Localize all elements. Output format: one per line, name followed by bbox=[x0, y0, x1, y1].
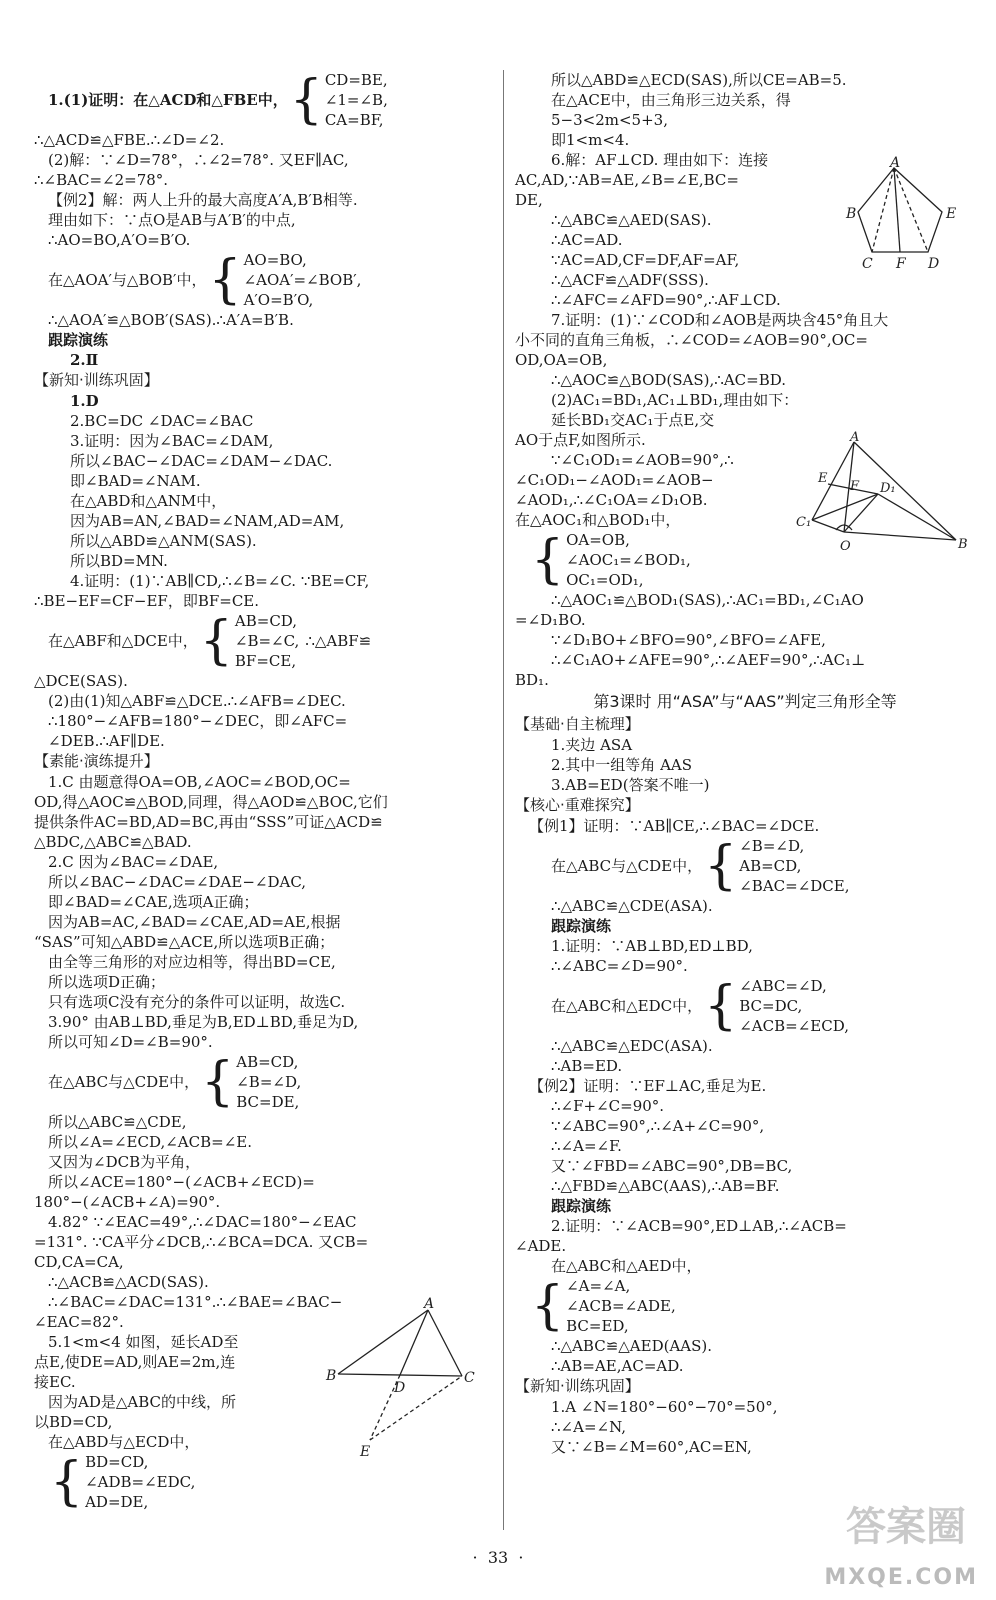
text-line: ∴∠C₁AO+∠AFE=90°,∴∠AEF=90°,∴AC₁⊥ bbox=[551, 651, 866, 669]
system-row: BF=CE, bbox=[234, 652, 297, 670]
text-line: △DCE(SAS). bbox=[34, 672, 128, 690]
text-line: 6.解：AF⊥CD. 理由如下：连接 bbox=[551, 151, 769, 169]
page-number: · 33 · bbox=[472, 1548, 524, 1567]
text-line: 3.证明：因为∠BAC=∠DAM, bbox=[70, 432, 274, 450]
system-row: CD=BE, bbox=[324, 71, 388, 89]
text-line: 2.其中一组等角 AAS bbox=[551, 756, 693, 774]
text-line: OD,OA=OB, bbox=[515, 351, 608, 369]
left-brace: { bbox=[704, 836, 738, 896]
equation-system bbox=[34, 1052, 494, 1112]
text-line: 点E,使DE=AD,则AE=2m,连 bbox=[34, 1353, 236, 1371]
text-line: ∴∠A=∠N, bbox=[551, 1418, 627, 1436]
text-line: 因为AB=AN,∠BAD=∠NAM,AD=AM, bbox=[70, 512, 345, 530]
text-line: ∴∠AFC=∠AFD=90°,∴AF⊥CD. bbox=[551, 291, 781, 309]
text-line: ∠ADE. bbox=[515, 1237, 567, 1255]
text-line: 所以△ABD≌△ANM(SAS). bbox=[70, 532, 257, 550]
svg-text:O: O bbox=[840, 539, 851, 554]
system-row: AB=CD, bbox=[236, 1053, 299, 1071]
system-row: ∠AOC₁=∠BOD₁, bbox=[566, 551, 691, 569]
text-line: 1.夹边 ASA bbox=[551, 736, 633, 754]
text-line: DE, bbox=[515, 191, 543, 209]
left-brace: { bbox=[531, 1276, 565, 1336]
text-line: 所以△ABC≌△CDE, bbox=[48, 1113, 187, 1131]
text-line: ∴∠BAC=∠DAC=131°.∴∠BAE=∠BAC− bbox=[48, 1293, 343, 1311]
text-line: CD,CA=CA, bbox=[34, 1253, 124, 1271]
text-line: 所以可知∠D=∠B=90°. bbox=[48, 1033, 213, 1051]
left-brace: { bbox=[50, 1452, 84, 1512]
section-heading: 【新知·训练巩固】 bbox=[34, 371, 159, 389]
text-line: 1.证明：∵AB⊥BD,ED⊥BD, bbox=[551, 937, 753, 955]
text-line: 【例2】解：两人上升的最大高度A′A,B′B相等. bbox=[48, 191, 358, 209]
text-line: ∵AC=AD,CF=DF,AF=AF, bbox=[551, 251, 740, 269]
system-row: OA=OB, bbox=[566, 531, 630, 549]
system-row: OC₁=OD₁, bbox=[566, 571, 644, 589]
text-line: ∴AC=AD. bbox=[551, 231, 623, 249]
system-row: BC=DE, bbox=[236, 1093, 300, 1111]
text-line: 以BD=CD, bbox=[34, 1413, 113, 1431]
text-line: 5.1<m<4 如图，延长AD至 bbox=[48, 1333, 239, 1351]
column-divider bbox=[503, 70, 504, 1530]
text-line: 2.BC=DC ∠DAC=∠BAC bbox=[70, 412, 254, 430]
text-line: ∴△AOA′≌△BOB′(SAS).∴A′A=B′B. bbox=[48, 311, 294, 329]
text-line: 所以∠ACE=180°−(∠ACB+∠ECD)= bbox=[48, 1173, 315, 1191]
text-line: △BDC,△ABC≌△BAD. bbox=[34, 833, 192, 851]
text-line: 所以BD=MN. bbox=[70, 552, 168, 570]
text-line: 小不同的直角三角板，∴∠COD=∠AOB=90°,OC= bbox=[515, 331, 868, 349]
system-row: ∠AOA′=∠BOB′, bbox=[243, 271, 362, 289]
text-line: 所以∠A=∠ECD,∠ACB=∠E. bbox=[48, 1133, 252, 1151]
section-heading: 【新知·训练巩固】 bbox=[515, 1377, 640, 1395]
text-line: 又因为∠DCB为平角， bbox=[48, 1153, 201, 1171]
system-lead: 在△ABC与△CDE中， bbox=[551, 857, 703, 875]
text-line: (2)AC₁=BD₁,AC₁⊥BD₁,理由如下： bbox=[551, 391, 799, 409]
text-line: 因为AD是△ABC的中线，所 bbox=[48, 1393, 237, 1411]
svg-text:F: F bbox=[850, 479, 860, 494]
text-line: 在△AOC₁和△BOD₁中， bbox=[515, 511, 681, 529]
left-brace: { bbox=[208, 250, 242, 310]
text-line: 又∵∠FBD=∠ABC=90°,DB=BC, bbox=[551, 1157, 793, 1175]
text-line: 理由如下：∵点O是AB与A′B′的中点, bbox=[48, 211, 296, 229]
left-brace: { bbox=[199, 611, 233, 671]
system-tail: ∴△ABF≌ bbox=[305, 632, 372, 650]
left-brace: { bbox=[289, 70, 323, 130]
text-line: ∴AO=BO,A′O=B′O. bbox=[48, 231, 191, 249]
text-line: 所以△ABD≌△ECD(SAS),所以CE=AB=5. bbox=[551, 71, 847, 89]
text-line: 即1<m<4. bbox=[551, 131, 630, 149]
text-line: 180°−(∠ACB+∠A)=90°. bbox=[34, 1193, 221, 1211]
text-line: OD,得△AOC≌△BOD,同理，得△AOD≌△BOC,它们 bbox=[34, 793, 388, 811]
svg-text:C₁: C₁ bbox=[796, 515, 812, 530]
text-line: ∴△ABC≌△EDC(ASA). bbox=[551, 1037, 713, 1055]
text-line: 1.C 由题意得OA=OB,∠AOC=∠BOD,OC= bbox=[48, 773, 351, 791]
system-lead: 1.(1)证明：在△ACD和△FBE中， bbox=[48, 91, 288, 109]
svg-text:F: F bbox=[896, 256, 906, 272]
watermark-url: MXQE.COM bbox=[824, 1565, 978, 1590]
text-line: 【例2】证明：∵EF⊥AC,垂足为E. bbox=[529, 1077, 767, 1095]
text-line: ∴BE−EF=CF−EF，即BF=CE. bbox=[34, 592, 260, 610]
svg-text:B: B bbox=[326, 1368, 337, 1384]
text-line: ∴△AOC≌△BOD(SAS),∴AC=BD. bbox=[551, 371, 786, 389]
text-line: 由全等三角形的对应边相等，得出BD=CE, bbox=[48, 953, 336, 971]
text-line: (2)解：∵∠D=78°，∴∠2=78°. 又EF∥AC, bbox=[48, 151, 349, 169]
system-row: ∠ACB=∠ADE, bbox=[566, 1297, 676, 1315]
equation-system bbox=[515, 836, 975, 896]
right-column bbox=[515, 70, 975, 1457]
text-line: 即∠BAD=∠NAM. bbox=[70, 472, 201, 490]
text-line: =131°. ∵CA平分∠DCB,∴∠BCA=DCA. 又CB= bbox=[34, 1233, 369, 1251]
svg-text:B: B bbox=[958, 537, 968, 552]
system-row: BD=CD, bbox=[85, 1453, 149, 1471]
text-line: ∴∠ABC=∠D=90°. bbox=[551, 957, 688, 975]
svg-text:E: E bbox=[818, 471, 828, 486]
text-line: ∵∠D₁BO+∠BFO=90°,∠BFO=∠AFE, bbox=[551, 631, 826, 649]
text-line: 接EC. bbox=[34, 1373, 76, 1391]
text-line: ∴△ABC≌△CDE(ASA). bbox=[551, 897, 713, 915]
text-line: 只有选项C没有充分的条件可以证明，故选C. bbox=[48, 993, 346, 1011]
text-line: 5−3<2m<5+3, bbox=[551, 111, 668, 129]
text-line: 因为AB=AC,∠BAD=∠CAE,AD=AE,根据 bbox=[48, 913, 341, 931]
equation-system bbox=[34, 70, 494, 130]
system-row: ∠A=∠A, bbox=[566, 1277, 631, 1295]
svg-text:A: A bbox=[850, 430, 860, 445]
text-line: 1.D bbox=[70, 392, 99, 410]
equation-system bbox=[34, 1452, 494, 1512]
text-line: ∴AB=ED. bbox=[551, 1057, 623, 1075]
equation-system bbox=[34, 250, 494, 310]
text-line: ∠C₁OD₁−∠AOD₁=∠AOB− bbox=[515, 471, 714, 489]
text-line: AO于点F,如图所示. bbox=[515, 431, 646, 449]
text-line: 跟踪演练 bbox=[551, 1197, 612, 1215]
lesson-title: 第3课时 用“ASA”与“AAS”判定三角形全等 bbox=[593, 692, 897, 711]
svg-text:E: E bbox=[946, 206, 957, 222]
text-line: 延长BD₁交AC₁于点E,交 bbox=[551, 411, 715, 429]
text-line: ∠AOD₁,∴∠C₁OA=∠D₁OB. bbox=[515, 491, 708, 509]
text-line: ∴△ACF≌△ADF(SSS). bbox=[551, 271, 709, 289]
text-line: (2)由(1)知△ABF≌△DCE.∴∠AFB=∠DEC. bbox=[48, 692, 346, 710]
text-line: ∴∠F+∠C=90°. bbox=[551, 1097, 665, 1115]
system-row: ∠B=∠C, bbox=[234, 632, 300, 650]
equation-system bbox=[515, 976, 975, 1036]
text-line: 提供条件AC=BD,AD=BC,再由“SSS”可证△ACD≌ bbox=[34, 813, 383, 831]
system-row: ∠ACB=∠ECD, bbox=[739, 1017, 849, 1035]
figure-rotated-triangles bbox=[796, 430, 976, 562]
text-line: ∴△FBD≌△ABC(AAS),∴AB=BF. bbox=[551, 1177, 780, 1195]
system-row: BC=DC, bbox=[739, 997, 803, 1015]
system-row: AO=BO, bbox=[243, 251, 307, 269]
text-line: ∵∠ABC=90°,∴∠A+∠C=90°, bbox=[551, 1117, 765, 1135]
svg-text:D₁: D₁ bbox=[880, 481, 896, 496]
system-lead: 在△AOA′与△BOB′中， bbox=[48, 271, 207, 289]
text-line: ∴∠A=∠F. bbox=[551, 1137, 622, 1155]
section-heading: 【基础·自主梳理】 bbox=[515, 715, 640, 733]
section-heading: 【核心·重难探究】 bbox=[515, 796, 640, 814]
system-lead: 在△ABF和△DCE中， bbox=[48, 632, 198, 650]
equation-system bbox=[34, 611, 494, 671]
text-line: 3.90° 由AB⊥BD,垂足为B,ED⊥BD,垂足为D, bbox=[48, 1013, 359, 1031]
system-row: ∠BAC=∠DCE, bbox=[739, 877, 850, 895]
system-row: ∠ADB=∠EDC, bbox=[85, 1473, 196, 1491]
system-row: AB=CD, bbox=[234, 612, 298, 630]
text-line: 在△ABC和△AED中， bbox=[551, 1257, 702, 1275]
system-row: BC=ED, bbox=[566, 1317, 629, 1335]
text-line: 3.AB=ED(答案不唯一) bbox=[551, 776, 710, 794]
text-line: 跟踪演练 bbox=[48, 331, 109, 349]
figure-pentagon bbox=[846, 155, 980, 272]
system-row: ∠B=∠D, bbox=[236, 1073, 302, 1091]
system-lead: 在△ABC和△EDC中， bbox=[551, 997, 703, 1015]
text-line: 7.证明：(1)∵∠COD和∠AOB是两块含45°角且大 bbox=[551, 311, 889, 329]
text-line: ∠EAC=82°. bbox=[34, 1313, 124, 1331]
text-line: 在△ABD与△ECD中， bbox=[48, 1433, 200, 1451]
text-line: ∴∠BAC=∠2=78°. bbox=[34, 171, 169, 189]
text-line: ∴△ACB≌△ACD(SAS). bbox=[48, 1273, 209, 1291]
text-line: 在△ACE中，由三角形三边关系，得 bbox=[551, 91, 791, 109]
svg-text:C: C bbox=[464, 1370, 475, 1386]
text-line: 2.C 因为∠BAC=∠DAE, bbox=[48, 853, 219, 871]
watermark-logo: 答案圈 bbox=[846, 1504, 966, 1550]
text-line: 所以∠BAC−∠DAC=∠DAE−∠DAC, bbox=[48, 873, 307, 891]
svg-text:E: E bbox=[360, 1444, 371, 1460]
system-row: CA=BF, bbox=[324, 111, 384, 129]
text-line: 所以∠BAC−∠DAC=∠DAM−∠DAC. bbox=[70, 452, 333, 470]
text-line: ∠DEB.∴AF∥DE. bbox=[48, 732, 165, 750]
text-line: 在△ABD和△ANM中， bbox=[70, 492, 227, 510]
svg-text:A: A bbox=[890, 155, 901, 171]
figure-triangle-median bbox=[326, 1296, 486, 1460]
system-row: ∠B=∠D, bbox=[739, 837, 805, 855]
left-brace: { bbox=[531, 530, 565, 590]
text-line: ∴△ABC≌△AED(SAS). bbox=[551, 211, 712, 229]
svg-text:C: C bbox=[862, 256, 873, 272]
system-row: ∠ABC=∠D, bbox=[739, 977, 827, 995]
left-brace: { bbox=[704, 976, 738, 1036]
system-lead: 在△ABC与△CDE中， bbox=[48, 1073, 200, 1091]
text-line: 4.证明：(1)∵AB∥CD,∴∠B=∠C. ∵BE=CF, bbox=[70, 572, 370, 590]
system-row: AB=CD, bbox=[739, 857, 802, 875]
system-row: ∠1=∠B, bbox=[324, 91, 388, 109]
equation-system bbox=[515, 1276, 975, 1336]
text-line: AC,AD,∵AB=AE,∠B=∠E,BC= bbox=[515, 171, 739, 189]
text-line: ∴AB=AE,AC=AD. bbox=[551, 1357, 684, 1375]
text-line: 2.证明：∵∠ACB=90°,ED⊥AB,∴∠ACB= bbox=[551, 1217, 847, 1235]
svg-text:D: D bbox=[928, 256, 940, 272]
section-heading: 【素能·演练提升】 bbox=[34, 752, 159, 770]
svg-text:B: B bbox=[846, 206, 857, 222]
text-line: “SAS”可知△ABD≌△ACE,所以选项B正确； bbox=[34, 933, 335, 951]
system-row: AD=DE, bbox=[85, 1493, 149, 1511]
fig1-label: A bbox=[424, 1296, 435, 1312]
text-line: BD₁. bbox=[515, 671, 549, 689]
text-line: 2.Ⅱ bbox=[70, 351, 99, 369]
text-line: 4.82° ∵∠EAC=49°,∴∠DAC=180°−∠EAC bbox=[48, 1213, 357, 1231]
text-line: ∴180°−∠AFB=180°−∠DEC，即∠AFC= bbox=[48, 712, 348, 730]
left-brace: { bbox=[201, 1052, 235, 1112]
svg-text:D: D bbox=[394, 1380, 406, 1396]
text-line: 即∠BAD=∠CAE,选项A正确； bbox=[48, 893, 259, 911]
text-line: 跟踪演练 bbox=[551, 917, 612, 935]
text-line: ∴△ACD≌△FBE.∴∠D=∠2. bbox=[34, 131, 225, 149]
text-line: 【例1】证明：∵AB∥CE,∴∠BAC=∠DCE. bbox=[529, 817, 820, 835]
text-line: 所以选项D正确； bbox=[48, 973, 166, 991]
text-line: 又∵∠B=∠M=60°,AC=EN, bbox=[551, 1438, 752, 1456]
system-row: A′O=B′O, bbox=[243, 291, 314, 309]
text-line: ∵∠C₁OD₁=∠AOB=90°,∴ bbox=[551, 451, 734, 469]
text-line: =∠D₁BO. bbox=[515, 611, 586, 629]
text-line: 1.A ∠N=180°−60°−70°=50°, bbox=[551, 1398, 778, 1416]
text-line: ∴△ABC≌△AED(AAS). bbox=[551, 1337, 713, 1355]
text-line: ∴△AOC₁≌△BOD₁(SAS),∴AC₁=BD₁,∠C₁AO bbox=[551, 591, 864, 609]
